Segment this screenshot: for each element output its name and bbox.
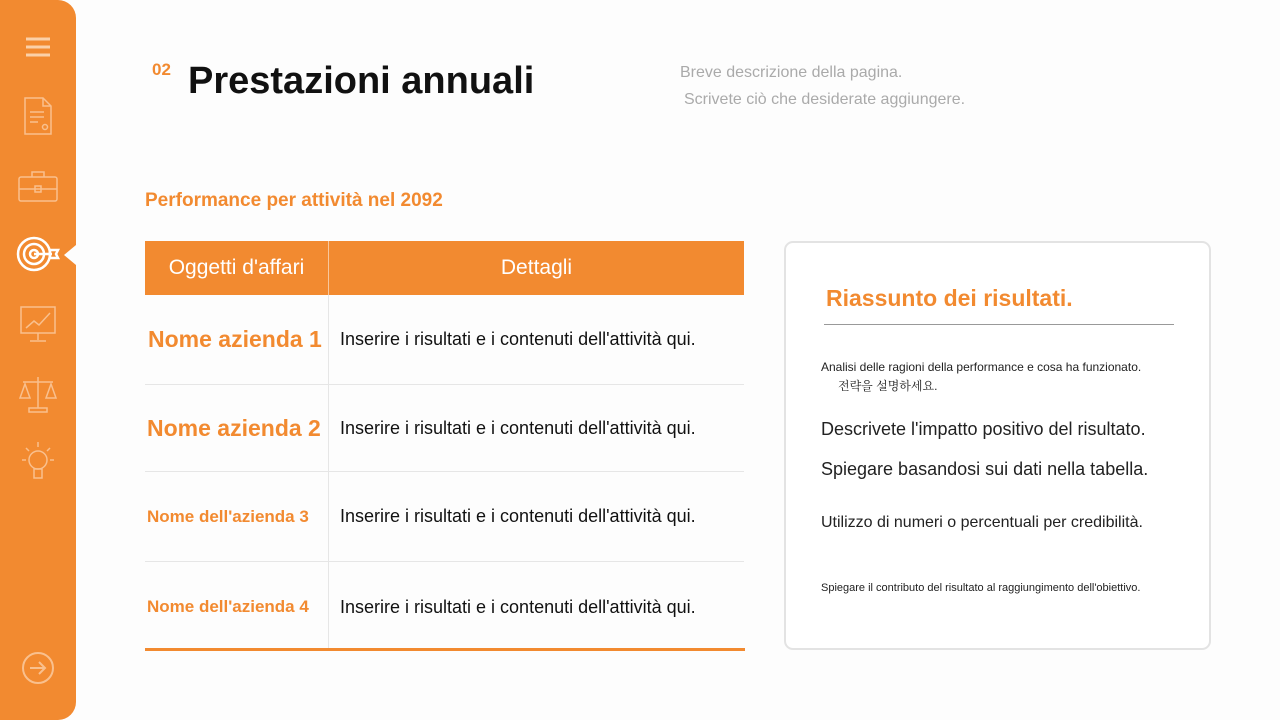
- page-number: 02: [152, 60, 171, 79]
- summary-line: Utilizzo di numeri o percentuali per credibilità.: [821, 514, 1143, 531]
- scales-icon: [18, 374, 58, 414]
- divider: [824, 324, 1174, 325]
- next-button[interactable]: [14, 646, 62, 690]
- column-header: Dettagli: [500, 256, 573, 279]
- briefcase-icon: [17, 169, 59, 203]
- lightbulb-icon: [18, 440, 58, 484]
- column-header: Oggetti d'affari: [145, 241, 329, 295]
- table-header: [145, 241, 744, 295]
- sidebar: [0, 0, 76, 720]
- section-title: Performance per attività nel 2092: [145, 190, 443, 211]
- target-icon: [16, 234, 60, 274]
- company-details: Inserire i risultati e i contenuti dell'attività qui.: [340, 417, 696, 438]
- nav-document[interactable]: [14, 94, 62, 138]
- company-name: Nome dell'azienda 4: [145, 562, 329, 651]
- table-row: [145, 385, 744, 472]
- table-row: [145, 562, 744, 651]
- document-icon: [22, 96, 54, 136]
- page-description: [680, 59, 965, 113]
- chart-presentation-icon: [18, 304, 58, 344]
- company-details: Inserire i risultati e i contenuti dell'attività qui.: [340, 506, 696, 526]
- summary-line: Spiegare il contributo del risultato al raggiungimento dell'obiettivo.: [821, 582, 1141, 594]
- summary-line: Analisi delle ragioni della performance e cosa ha funzionato.: [821, 360, 1142, 374]
- nav-chart[interactable]: [14, 302, 62, 346]
- page-title: Prestazioni annuali: [188, 60, 535, 102]
- company-name: Nome dell'azienda 3: [145, 472, 329, 561]
- company-name: Nome azienda 2: [145, 385, 329, 471]
- nav-target[interactable]: [14, 232, 62, 276]
- company-details: Inserire i risultati e i contenuti dell'attività qui.: [340, 596, 696, 617]
- active-indicator: [64, 245, 76, 265]
- company-name: Nome azienda 1: [145, 295, 329, 384]
- nav-idea[interactable]: [14, 440, 62, 484]
- summary-card: [784, 241, 1211, 650]
- summary-line: Descrivete l'impatto positivo del risultato.: [821, 419, 1146, 439]
- table-bottom-border: [145, 648, 745, 651]
- performance-table: [145, 241, 744, 651]
- description-line-2: Scrivete ciò che desiderate aggiungere.: [684, 91, 966, 108]
- summary-title: Riassunto dei risultati.: [826, 285, 1073, 311]
- arrow-right-circle-icon: [20, 650, 56, 686]
- table-row: [145, 295, 744, 385]
- nav-scales[interactable]: [14, 372, 62, 416]
- company-details: Inserire i risultati e i contenuti dell'attività qui.: [340, 329, 696, 349]
- summary-line: 전략을 설명하세요.: [838, 379, 938, 393]
- menu-icon: [24, 35, 52, 59]
- nav-briefcase[interactable]: [14, 164, 62, 208]
- description-line-1: Breve descrizione della pagina.: [680, 64, 903, 81]
- summary-line: Spiegare basandosi sui dati nella tabella.: [821, 459, 1149, 479]
- menu-button[interactable]: [14, 25, 62, 69]
- table-row: [145, 472, 744, 562]
